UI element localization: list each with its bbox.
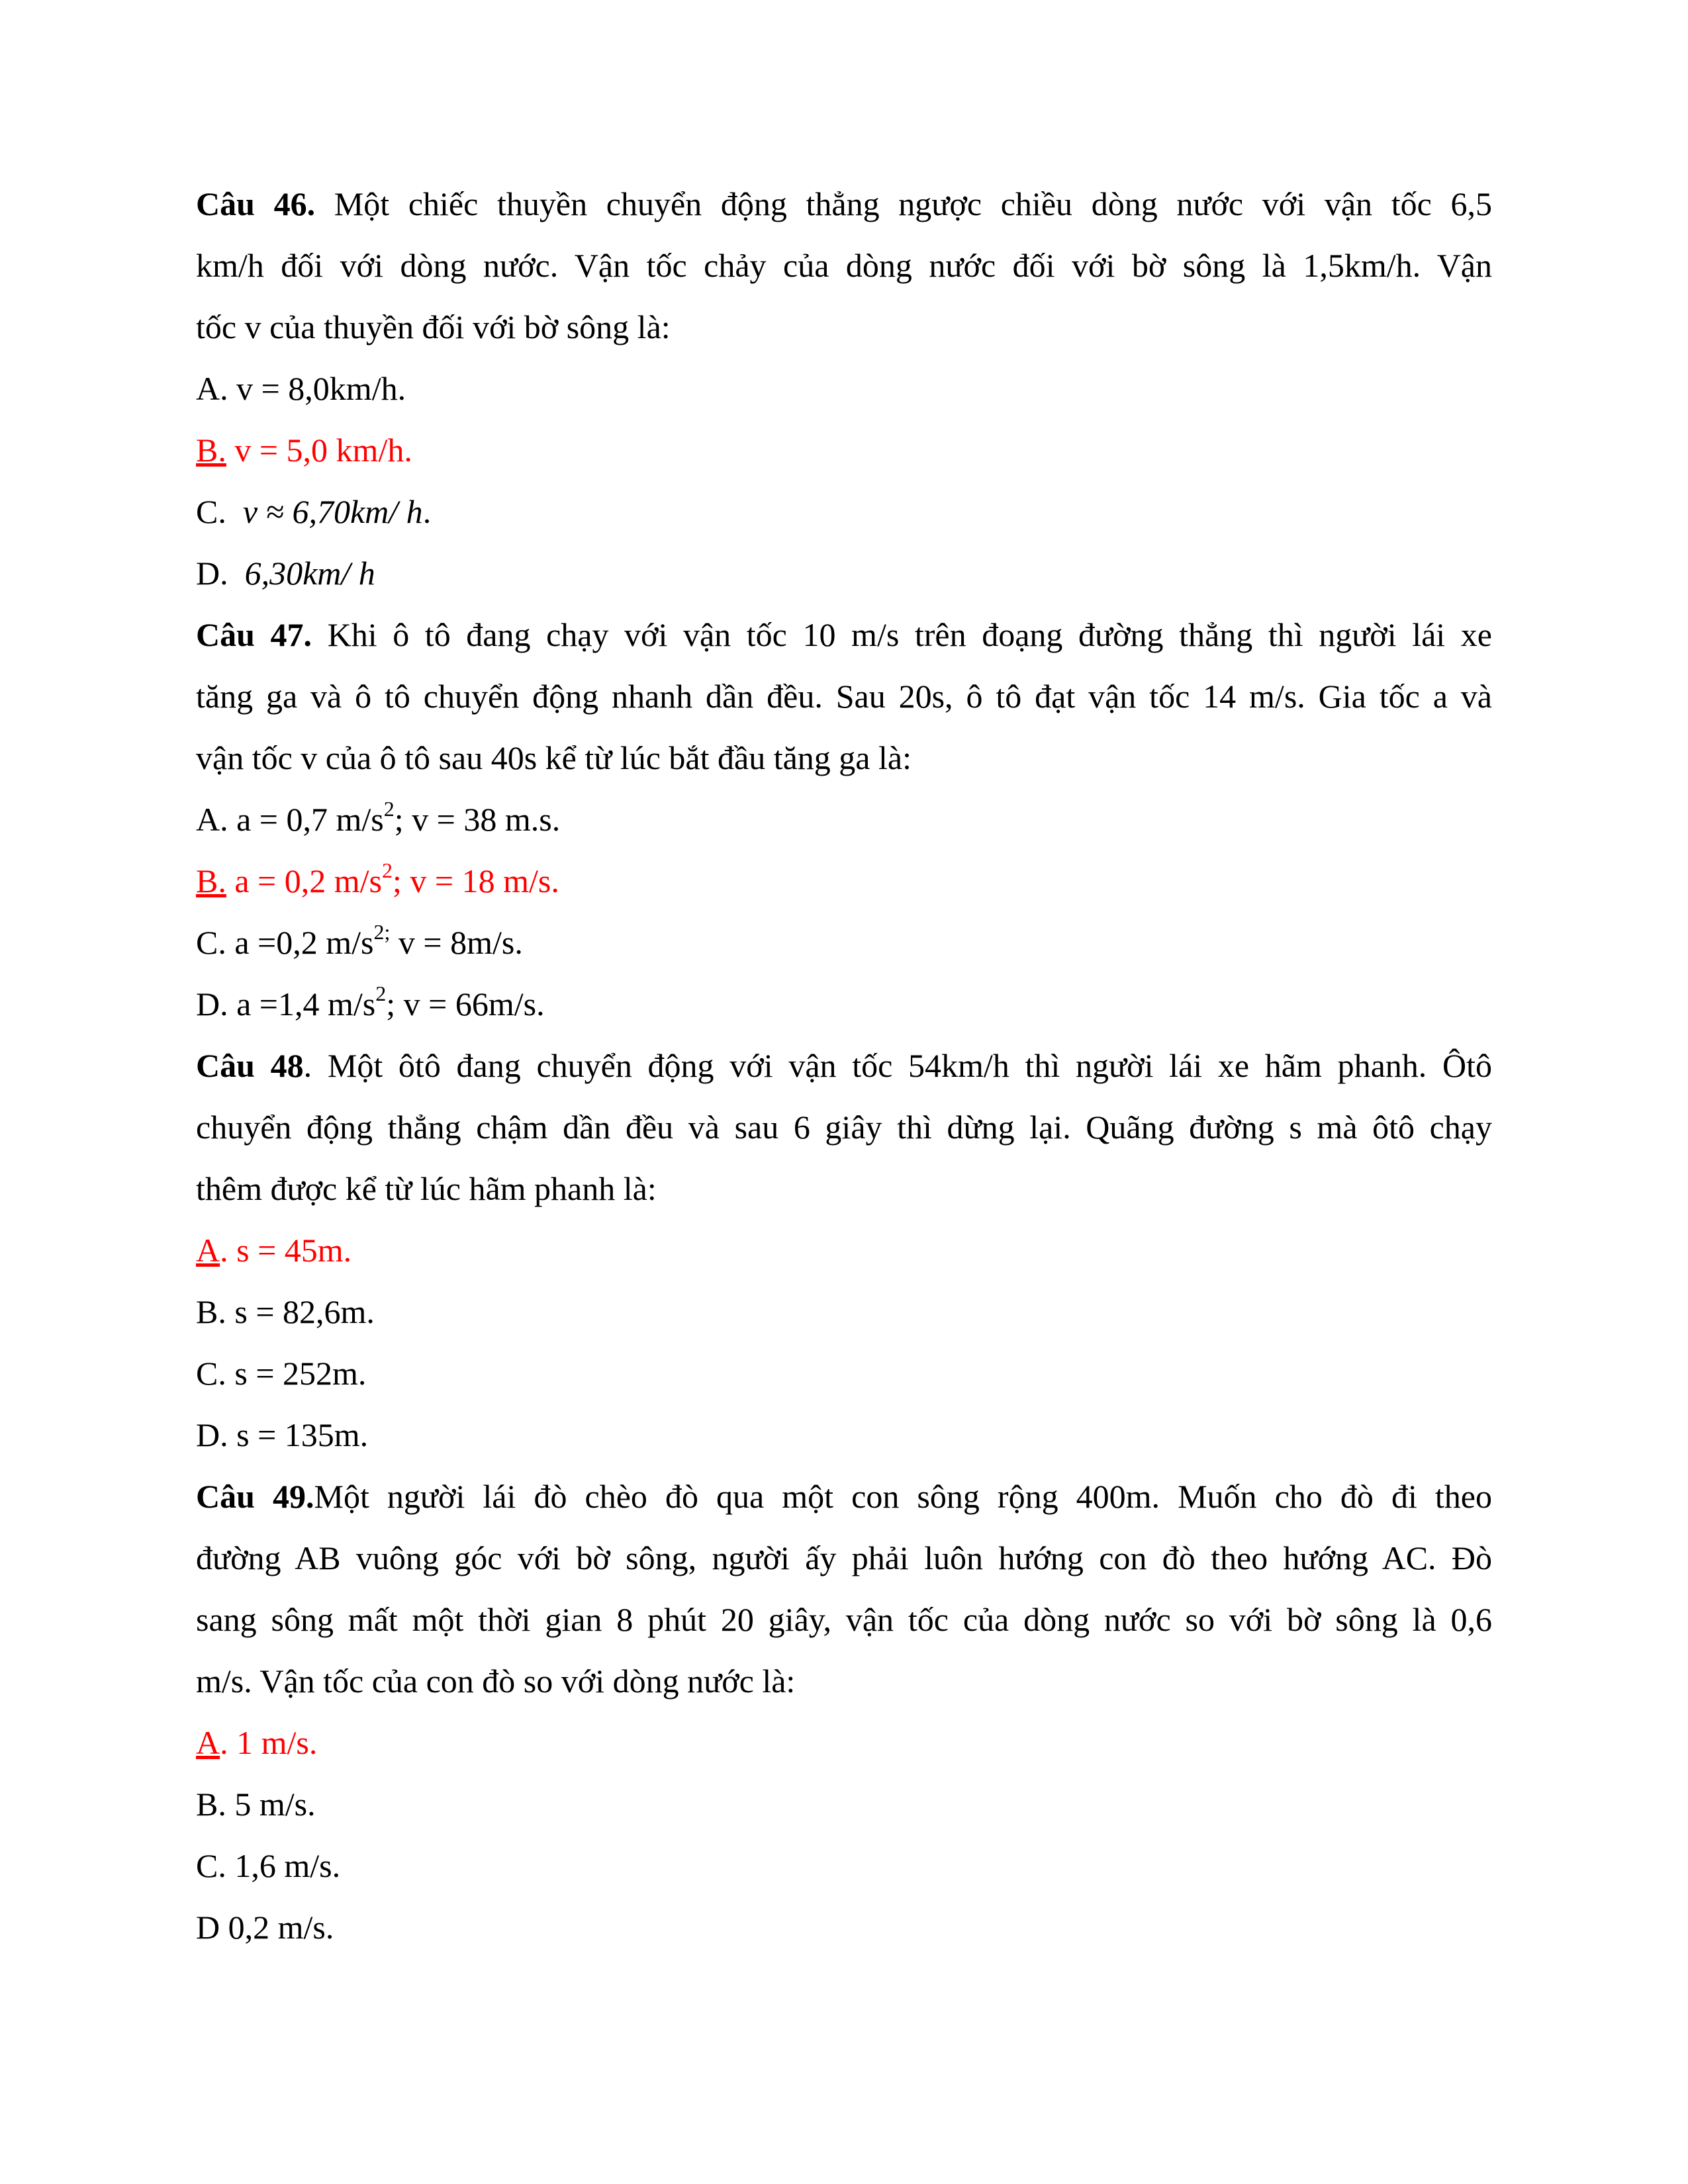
option-text: ; v = 38 m.s. — [394, 801, 561, 838]
stem-line: thêm được kể từ lúc hãm phanh là: — [196, 1170, 657, 1207]
option-math: v ≈ 6,70km/ h — [242, 493, 423, 530]
option-letter: D — [196, 1909, 220, 1946]
option-spacer — [226, 493, 243, 530]
question-stem — [196, 173, 1492, 358]
option-letter: D. — [196, 985, 228, 1023]
option-text: a =0,2 m/s — [226, 924, 374, 961]
option-text: ; v = 18 m/s. — [393, 862, 559, 899]
option-text: a = 0,7 m/s — [228, 801, 384, 838]
option-text: v = 8m/s. — [390, 924, 523, 961]
stem-line: tốc v của thuyền đối với bờ sông là: — [196, 308, 671, 345]
option-d — [196, 974, 1492, 1035]
stem-line: vận tốc v của ô tô sau 40s kể từ lúc bắt đầu tăng ga là: — [196, 739, 912, 776]
option-letter: C. — [196, 493, 226, 530]
option-superscript: 2 — [383, 797, 395, 821]
option-letter: A. — [196, 370, 228, 407]
option-letter: B. — [196, 1786, 226, 1823]
option-b-correct — [196, 420, 1492, 481]
stem-line: m/s. Vận tốc của con đò so với dòng nước là: — [196, 1662, 796, 1700]
option-letter: A. — [196, 801, 228, 838]
option-letter: C. — [196, 1847, 226, 1884]
option-text: . s = 45m. — [220, 1232, 352, 1269]
option-letter: B. — [196, 432, 226, 469]
option-text: . 1 m/s. — [220, 1724, 318, 1761]
option-b — [196, 1774, 1492, 1835]
option-c — [196, 912, 1492, 974]
option-c — [196, 1835, 1492, 1897]
question-stem — [196, 604, 1492, 789]
option-a — [196, 789, 1492, 850]
option-text: v = 5,0 km/h. — [226, 432, 412, 469]
stem-line: sang sông mất một thời gian 8 phút 20 giây, vận tốc của dòng nước so với bờ sông là 0,6 — [196, 1601, 1492, 1638]
question-label: Câu 49. — [196, 1478, 314, 1515]
question-47 — [196, 604, 1492, 1035]
document-page — [196, 173, 1492, 1958]
question-stem — [196, 1035, 1492, 1220]
question-46 — [196, 173, 1492, 604]
option-text: v = 8,0km/h. — [228, 370, 406, 407]
option-text: s = 82,6m. — [226, 1293, 375, 1330]
stem-line: chuyển động thẳng chậm dần đều và sau 6 giây thì dừng lại. Quãng đường s mà ôtô chạy — [196, 1109, 1492, 1146]
stem-line: Một chiếc thuyền chuyển động thẳng ngược chiều dòng nước với vận tốc 6,5 — [315, 185, 1492, 222]
question-label: Câu 48 — [196, 1047, 304, 1084]
option-d — [196, 1897, 1492, 1958]
option-text: ; v = 66m/s. — [386, 985, 545, 1023]
option-a — [196, 358, 1492, 420]
question-label: Câu 47. — [196, 616, 312, 653]
option-c — [196, 1343, 1492, 1404]
option-b — [196, 1281, 1492, 1343]
option-text: a = 0,2 m/s — [226, 862, 382, 899]
question-48 — [196, 1035, 1492, 1466]
option-text: a =1,4 m/s — [228, 985, 376, 1023]
stem-line: . Một ôtô đang chuyển động với vận tốc 54km/h thì người lái xe hãm phanh. Ôtô — [303, 1047, 1492, 1084]
option-b-correct — [196, 850, 1492, 912]
option-letter: D. — [196, 555, 228, 592]
option-a-correct — [196, 1712, 1492, 1774]
question-stem — [196, 1466, 1492, 1712]
option-text: 1,6 m/s. — [226, 1847, 341, 1884]
stem-line: tăng ga và ô tô chuyển động nhanh dần đều. Sau 20s, ô tô đạt vận tốc 14 m/s. Gia tốc a và — [196, 678, 1492, 715]
stem-line: Một người lái đò chèo đò qua một con sông rộng 400m. Muốn cho đò đi theo — [314, 1478, 1492, 1515]
option-c — [196, 481, 1492, 543]
option-a-correct — [196, 1220, 1492, 1281]
option-text: 0,2 m/s. — [220, 1909, 334, 1946]
option-superscript: 2 — [375, 981, 387, 1006]
option-math: 6,30km/ h — [244, 555, 375, 592]
option-letter: C. — [196, 1355, 226, 1392]
stem-line: km/h đối với dòng nước. Vận tốc chảy của dòng nước đối với bờ sông là 1,5km/h. Vận — [196, 247, 1492, 284]
option-text: . — [422, 493, 432, 530]
option-text: s = 252m. — [226, 1355, 367, 1392]
option-superscript: 2 — [382, 858, 393, 883]
question-label: Câu 46. — [196, 185, 316, 222]
stem-line: Khi ô tô đang chạy với vận tốc 10 m/s trên đoạng đường thẳng thì người lái xe — [312, 616, 1492, 653]
option-letter: B. — [196, 862, 226, 899]
question-49 — [196, 1466, 1492, 1958]
option-letter: C. — [196, 924, 226, 961]
option-letter: A — [196, 1724, 220, 1761]
option-d — [196, 1404, 1492, 1466]
stem-line: đường AB vuông góc với bờ sông, người ấy phải luôn hướng con đò theo hướng AC. Đò — [196, 1539, 1492, 1576]
option-spacer — [228, 555, 245, 592]
option-superscript: 2; — [373, 920, 391, 944]
option-text: 5 m/s. — [226, 1786, 316, 1823]
option-letter: A — [196, 1232, 220, 1269]
option-text: s = 135m. — [228, 1416, 369, 1453]
option-letter: B. — [196, 1293, 226, 1330]
option-d — [196, 543, 1492, 604]
option-letter: D. — [196, 1416, 228, 1453]
